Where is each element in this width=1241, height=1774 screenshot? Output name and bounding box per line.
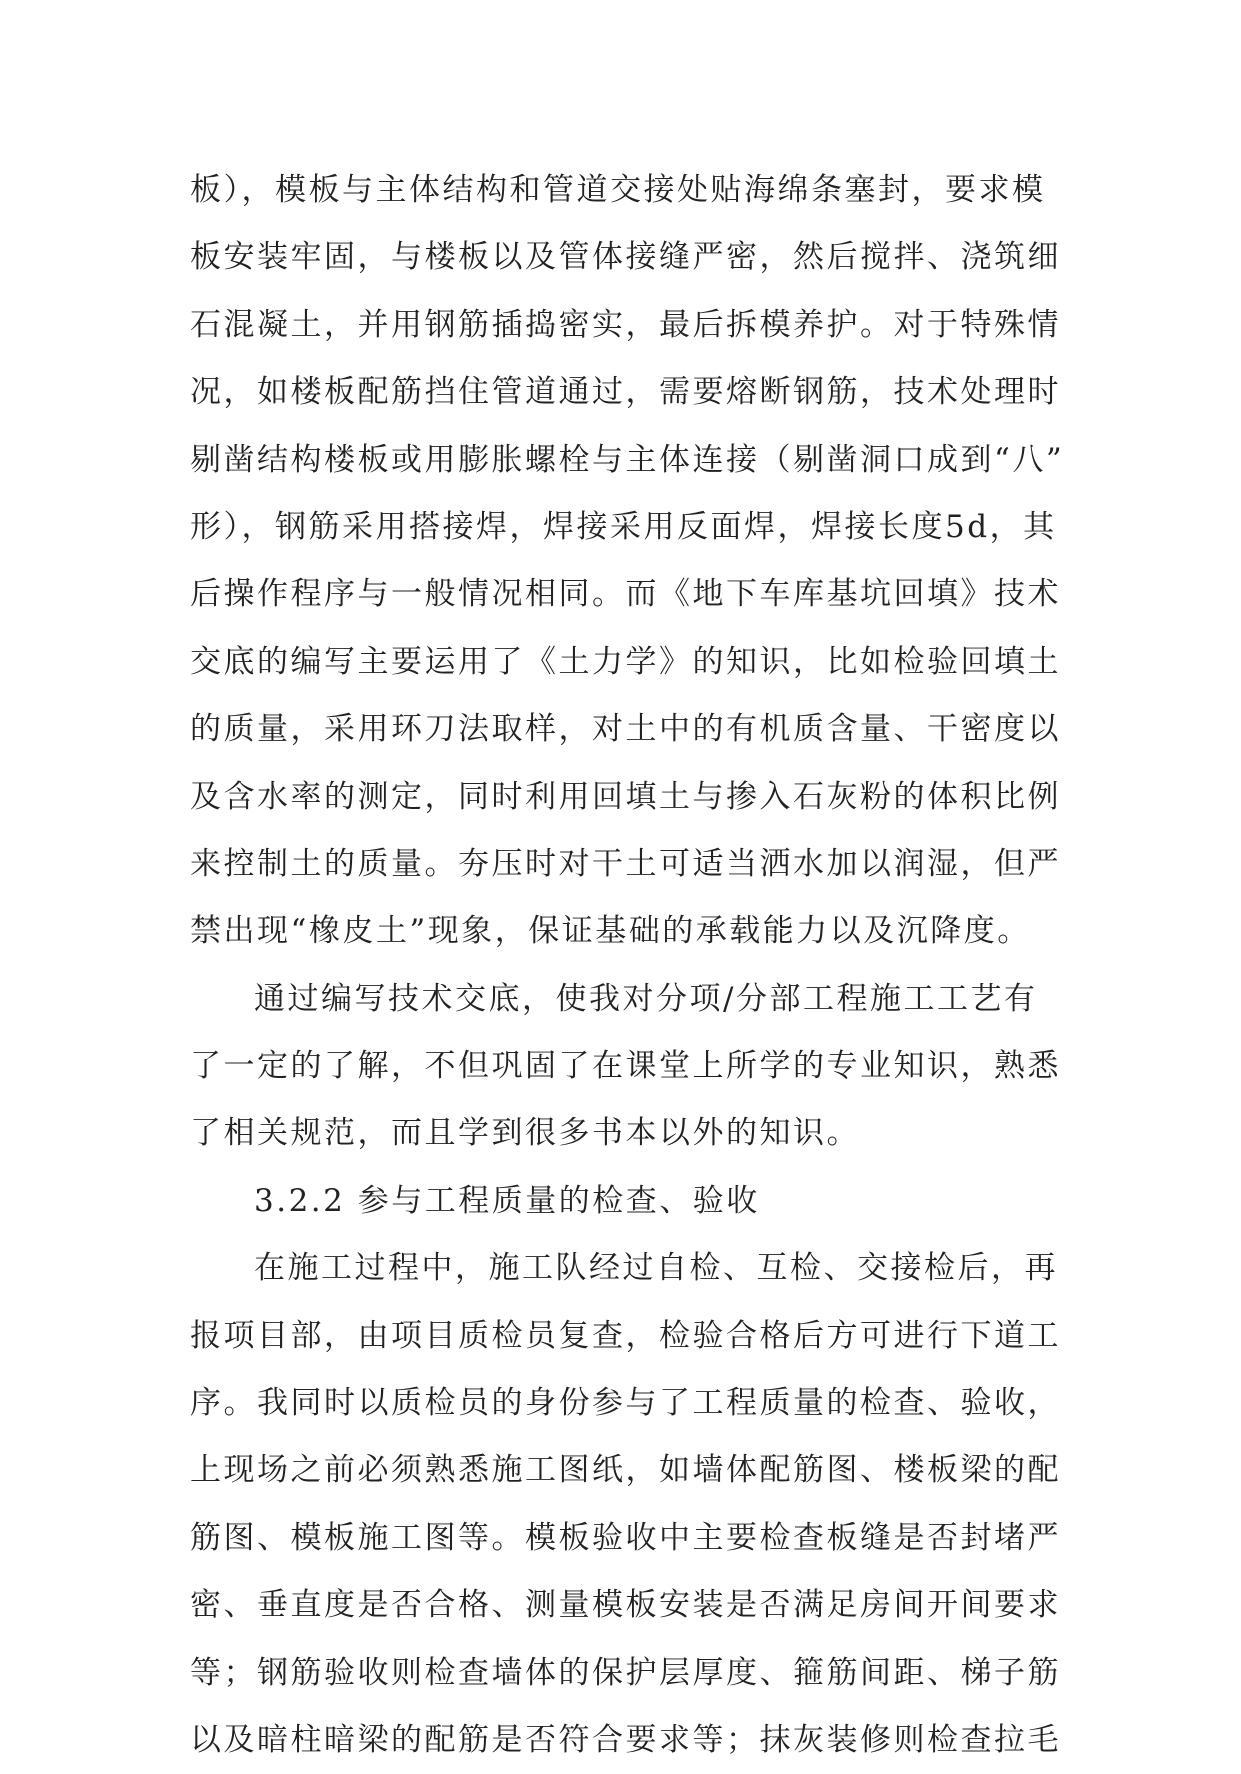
paragraph-first-line: 通过编写技术交底，使我对分项/分部工程施工工艺有 (254, 980, 1038, 1017)
section-heading: 3.2.2 参与工程质量的检查、验收 (254, 1182, 760, 1219)
text-line: 筋图、模板施工图等。模板验收中主要检查板缝是否封堵严 (190, 1519, 1061, 1556)
text-line: 后操作程序与一般情况相同。而《地下车库基坑回填》技术 (190, 576, 1061, 613)
text-line: 交底的编写主要运用了《土力学》的知识，比如检验回填土 (190, 643, 1061, 680)
text-line: 上现场之前必须熟悉施工图纸，如墙体配筋图、楼板梁的配 (190, 1452, 1061, 1489)
text-line: 板安装牢固，与楼板以及管体接缝严密，然后搅拌、浇筑细 (190, 239, 1061, 276)
text-line: 况，如楼板配筋挡住管道通过，需要熔断钢筋，技术处理时 (190, 374, 1061, 411)
text-line: 来控制土的质量。夯压时对干土可适当洒水加以润湿，但严 (190, 845, 1061, 882)
text-line: 的质量，采用环刀法取样，对土中的有机质含量、干密度以 (190, 711, 1061, 748)
text-line: 序。我同时以质检员的身份参与了工程质量的检查、验收， (190, 1385, 1061, 1422)
text-line: 石混凝土，并用钢筋插捣密实，最后拆模养护。对于特殊情 (190, 306, 1061, 343)
paragraph-first-line: 在施工过程中，施工队经过自检、互检、交接检后，再 (254, 1250, 1058, 1287)
text-line: 及含水率的测定，同时利用回填土与掺入石灰粉的体积比例 (190, 778, 1061, 815)
text-line: 形），钢筋采用搭接焊，焊接采用反面焊，焊接长度5d，其 (190, 508, 1057, 545)
text-line: 剔凿结构楼板或用膨胀螺栓与主体连接（剔凿洞口成到“八” (190, 441, 1065, 478)
text-line: 了相关规范，而且学到很多书本以外的知识。 (190, 1115, 860, 1152)
text-line: 报项目部，由项目质检员复查，检验合格后方可进行下道工 (190, 1317, 1061, 1354)
text-line: 以及暗柱暗梁的配筋是否符合要求等；抹灰装修则检查拉毛 (190, 1721, 1061, 1758)
text-line: 禁出现“橡皮土”现象，保证基础的承载能力以及沉降度。 (190, 913, 1031, 950)
text-line: 了一定的了解，不但巩固了在课堂上所学的专业知识，熟悉 (190, 1048, 1061, 1085)
body-text (190, 157, 1070, 1774)
text-line: 密、垂直度是否合格、测量模板安装是否满足房间开间要求 (190, 1587, 1061, 1624)
text-line: 板），模板与主体结构和管道交接处贴海绵条塞封，要求模 (190, 172, 1046, 208)
text-line: 等；钢筋验收则检查墙体的保护层厚度、箍筋间距、梯子筋 (190, 1654, 1061, 1691)
